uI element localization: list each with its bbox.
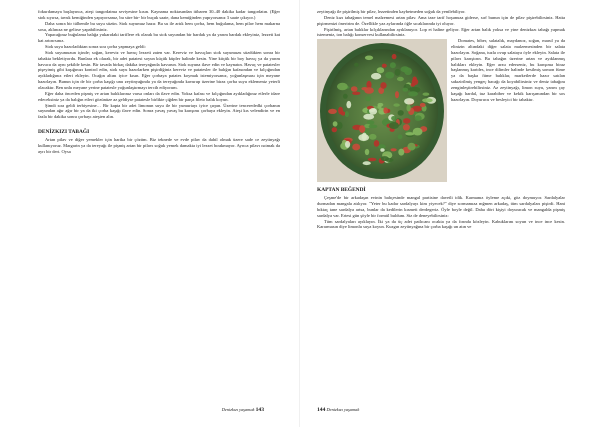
running-footer-text: Denizkızı yaşamak bbox=[326, 407, 360, 412]
right-paragraph: Çeşme'de bir arkadaşın evinin bahçesinde mangal partisine davetli idik. Karmanız öyleme açıki, göz doymuyor. Sardalyalar durmadan mangala atılıyor. "Yeter bu kadar sardalyayı kim yiyecek?" diye sormamıza mğmen arkadaş, tüm sardalyaları pişirdi. Hani bıktaç tane sardalya artsa, bunlar da kedilerin kısmeti derdegeriz. Öyle boyle değil. Daha dört kişiyi doyuracak ve mangalda pişmiş sardalya var. Ertesi gün şöyle bir formül buldum. Siz de deneyebilirsiniz: bbox=[317, 195, 565, 218]
page-number: 143 bbox=[255, 407, 264, 413]
photo-wrap-block bbox=[317, 38, 565, 183]
left-paragraph: Eğer daha önceden pişmiş ve artan balıklarınız varsa onları da ilave edin. Yoksa kafası ve kılçığından ayıkladığınız etlerle idare edeceksiniz ya da balığın etleri gözünüze az geldiyse patatesle birlikte çiğden bir parça fileto balık koyun. bbox=[38, 90, 280, 102]
right-paragraph: zeytinyağı ile pişirilmiş bir pilav, lezzetinden kaybetmeden soğuk da yenilebiliyor. bbox=[317, 9, 466, 14]
left-page-footer bbox=[222, 407, 264, 413]
page-number: 144 bbox=[317, 407, 326, 413]
salad-plate-photo bbox=[317, 39, 447, 182]
salad-plate-illustration bbox=[317, 39, 447, 182]
left-paragraph: Yapacağınız buğulama balığa yukarıdaki tariflere ek olarak bu stok suyundan bir bardak ya da yarım bardak ekleyiniz, lezzeti kat kat artırırsınız. bbox=[38, 32, 280, 44]
right-paragraph: Tüm sardalyaları ayıklayın. İki ya da üç adet patlıcanı ocakta ya da fırında közleyin. Kabuklarını soyun ve ince ince kesin. Kararmasın diye limonlu suya koyun. Kuzgın zeytinyağına bir çorba kaşığı un atın ve bbox=[317, 218, 565, 230]
right-text-column bbox=[317, 9, 565, 230]
right-paragraph: Pişirilmiş, artan balıklar kılçıklarından ayıklanıyor. Lop et haline geliyor. Eğer artan balık yoksa ve yine denizkızı tabağı yapmak istemeniz, ton balığı konservesi kullanabilirsiniz. bbox=[317, 26, 565, 38]
left-paragraph: Stok suyumuzun içinde; soğan, kereviz ve havuç lezzeti zaten var. Kereviz ve havuçları stok suyumuzu süzdükten sonra bir tabakta bekletiyordu. Bunlara ek olarak, bir adet patatesi soyun küçük küpler halinde kesin. Yine küçük bir boy havuç ya da yarım havucu da aynı şekilde kesin. Bir tavada birkaç dakika tereyağında kavurun. Stok suyuna ilave edin ve kaynatın. Havuç ve patatesler pişeyimiş gibi kaşığınızı kontrol edin, stok suyu hazırlarken pişirdiğiniz kereviz ve patatesler ile balığın kafasından ve kılçığından ayıkladığınız etleri ekleyin. Ocağın altını iyice kısın. Eğer çorbaya patates koymak istemiyorsanız, yoğunlaşması için meyane hazırlayın. Bunun için de bir çorba kaşığı unu zeytinyağında ya da tereyağında kavurup üzerine biraz çorba suyu eklemeniz yeterli olacaktır. Ben unlu meyane yerine patatesle yoğunlaştırmayı tercih ediyorum. bbox=[38, 49, 280, 90]
left-paragraph: fokurdamaya başlayınca, ateşi tangırdatma seviyesine kısın. Kaynama noktasından itibaren 30–40 dakika kadar tangırdatın. (Eğer stok sıyırsa, tavuk kemiğinden yapıyorsanız, bu süre bir- bir buçuk saate, dana kemiğinden yapıyorsanız 3 saate çıkıyor.) bbox=[38, 9, 280, 20]
right-paragraph: Domates, biber, salatalık, maydanoz, soğan, marul ya da elinizin altındaki diğer salata malzemesinden bir salata hazırlayın. Soğana, tuzla ovup salataya öyle ekleyin. Salata ile pilavı karıştırın. Bu tabağın üzerine artan ve ayıklanmış balıkları ekleyin. Eğer arzu ederseniz, bu karışıma biraz başlanmış karides, ince dilimler halinde kesilmiş somon füme ya da başka füme balıklar, marketlerde hazır satılan sakızirilmiş yengeç bacağı da koyabilirsiniz ve deniz tabağını zenginleştirebilirsiniz. Az zeytinyağı, limon suyu, yarım çay kaşağı hardal, tuz karabiber ve kekik karışımından bir sos hazırlayın. Doyurucu ve besleyici bir tabaktır. bbox=[451, 38, 565, 102]
section-title-denizkizi: DENİZKIZI TABAĞI bbox=[38, 129, 90, 136]
left-paragraph: Daha sonra bir tülbentle bu suyu süzün. Stok suyumuz hazır. Bu su ile artık hem çorba, hem buğulama, hem pilav hem makarna sosu, aklınıza ne gelirse yapabilirsiniz. bbox=[38, 20, 280, 32]
left-text-column bbox=[38, 9, 280, 155]
left-paragraph: Stok suyu hazırladıktan sonra sıra çorba yapmaya geldi: bbox=[45, 44, 146, 50]
right-page bbox=[300, 0, 600, 427]
left-paragraph: Artan pilav ve diğer yemekler için harika bir çözüm. Biz teknede ve evde pilav da dahil olmak üzere sade ce zeytinyağı kullanıyoruz. Margarin ya da tereyağı ile pişmiş artan bir pilavı soğuk yemek damakta iyi lezzet bırakmayor. Ayrıca pilavı ısıtmak da ayrı bir dert. Oysa bbox=[38, 137, 280, 155]
section-title-kaptan: KAPTAN BEĞENDİ bbox=[317, 186, 366, 193]
right-page-footer bbox=[317, 407, 359, 413]
running-footer-text: Denizkızı yaşamak bbox=[221, 407, 255, 412]
right-paragraph: Deniz kızı tabağının temel malzemesi artan pilav. Ama taze tarif hoşunuza giderse, sırf bunun için de pilav pişirebilirsiniz. Hatta pişirmenizi öneririm de. Özellikle yaz aylarında öğle sıcaklarında iyi oluyor. bbox=[317, 14, 565, 26]
left-paragraph: Şimdi sıra geldi terbiyesine… Bir kapta bir adet limonun suyu ile bir yumurtayı iyice çırpın. Üzerine tencerededki çorbanın suyundan ağır ağır bir ya da iki çorba kaşığı ilave edin. Sonra yavaş yavaş bu karışımı çorbaya ekleyin. Ateşi kıs velendirin ve en fazla bir dakika sonra çorbayı ateşten alın. bbox=[38, 102, 280, 120]
